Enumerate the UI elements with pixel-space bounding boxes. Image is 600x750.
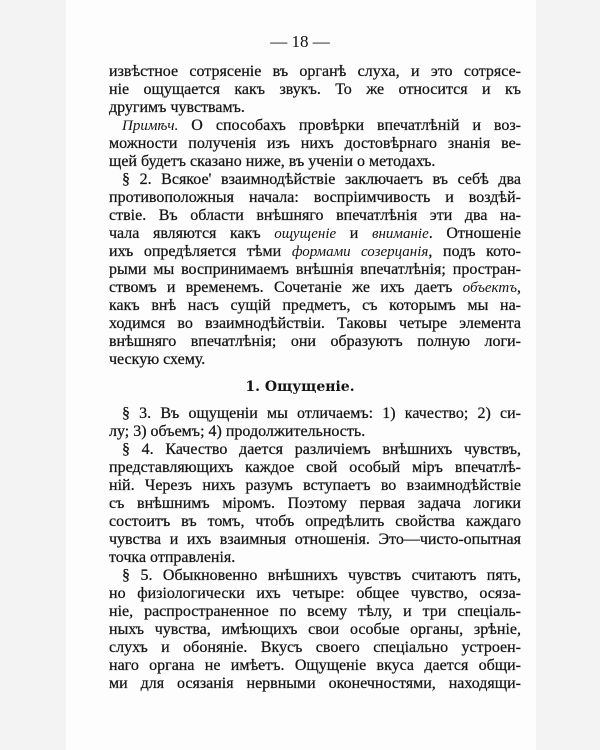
text-segment: § 4. Качество дается различіемъ внѣшнихъ чувствъ, [122,441,521,458]
text-line [109,477,521,495]
text-line [109,315,521,333]
text-segment: ходимся во взаимнодѣйствіи. Таковы четыре элемента [109,315,521,332]
italic-term: Примѣч. [122,118,179,134]
italic-term: ощущеніе [274,226,337,242]
text-segment: какъ внѣ насъ сущій предметъ, съ которымъ мы на- [109,297,521,314]
text-segment: ній. Черезъ нихъ разумъ вступаетъ во взаимнодѣйствіе [109,477,521,494]
text-line [109,549,521,567]
text-segment: ствомъ и временемъ. Сочетаніе же ихъ даетъ [109,279,463,296]
text-segment: щей будетъ сказано ниже, въ ученіи о методахъ. [109,153,436,170]
text-segment: чувства и ихъ взаимныя отношенія. Это—чисто-опытная [109,531,521,548]
text-line [109,621,521,639]
text-segment: извѣстное сотрясеніе въ органѣ слуха, и это сотрясе- [109,63,521,80]
text-line [109,99,521,117]
text-segment: наго органа не имѣетъ. Ощущеніе вкуса дается общи- [109,657,521,674]
text-segment: лу; 3) объемъ; 4) продолжительность. [109,423,366,440]
page-number: — 18 — [270,32,330,51]
text-line [109,63,521,81]
text-line [109,495,521,513]
text-line [109,639,521,657]
text-line [109,531,521,549]
text-line [109,297,521,315]
text-segment: другимъ чувствамъ. [109,99,245,116]
text-segment: можности полученія изъ нихъ достовѣрнаго знанія ве- [109,135,521,152]
text-line [109,225,521,243]
text-segment: § 5. Обыкновенно внѣшнихъ чувствъ считаютъ пять, [122,567,521,584]
text-line [122,171,521,189]
text-line [109,459,521,477]
text-line [109,603,521,621]
text-line [122,117,521,135]
text-line [109,585,521,603]
text-segment: съ внѣшнимъ міромъ. Поэтому первая задача логики [109,495,521,512]
text-segment: состоитъ въ томъ, чтобъ опредѣлить свойства каждаго [109,513,521,530]
text-segment: рыми мы воспринимаемъ внѣшнія впечатлѣнія; простран- [109,261,521,278]
text-line [109,423,521,441]
text-line [122,567,521,585]
text-segment: ческую схему. [109,351,206,368]
text-segment: ніе, распространенное по всему тѣлу, и три спеціаль- [109,603,521,620]
text-segment: ныхъ чувства, имѣющихъ свои особые органы, зрѣніе, [109,621,521,638]
text-segment: слухъ и обоняніе. Вкусъ своего спеціально устроен- [109,639,521,656]
text-segment: но физіологически ихъ четыре: общее чувство, осяза- [109,585,521,602]
italic-term: вниманіе [371,226,429,242]
text-line [122,441,521,459]
italic-term: формами созерцанія [291,244,429,260]
text-segment: ніе ощущается какъ звукъ. То же относится и къ [109,81,521,98]
text-segment: ствіе. Въ области внѣшняго впечатлѣнія эти два на- [109,207,521,224]
text-line [109,207,521,225]
text-segment: . Отношеніе [428,225,522,242]
text-line [109,81,521,99]
text-line [109,135,521,153]
text-segment: ми для осязанія нервными оконечностями, находящи- [109,675,521,692]
text-line [122,405,521,423]
text-segment: § 2. Всякое' взаимнодѣйствіе заключаетъ въ себѣ два [122,171,521,188]
text-line [109,261,521,279]
text-line [109,657,521,675]
text-line [109,189,521,207]
text-segment: О способахъ провѣрки впечатлѣній и воз- [178,117,521,134]
text-segment: и [336,225,372,242]
text-line [109,279,521,297]
text-segment: точка отправленія. [109,549,236,566]
text-segment: ихъ опредѣляется тѣми [109,243,292,260]
italic-term: объектъ [462,280,517,296]
text-segment: чала являются какъ [109,225,275,242]
text-segment: , [517,279,521,296]
section-heading: 1. Ощущеніе. [245,379,355,395]
text-line [109,333,521,351]
text-line [109,675,521,693]
text-line [109,351,521,369]
text-line [109,243,521,261]
text-segment: представляющихъ каждое свой особый міръ впечатлѣ- [109,459,521,476]
text-segment: противоположныя начала: воспріимчивость и воздѣй- [109,189,521,206]
text-line [109,513,521,531]
text-line [109,153,521,171]
text-segment: , подъ кото- [428,243,521,260]
text-segment: § 3. Въ ощущеніи мы отличаемъ: 1) качество; 2) си- [122,405,521,422]
text-segment: внѣшняго впечатлѣнія; они образуютъ полную логи- [109,333,521,350]
